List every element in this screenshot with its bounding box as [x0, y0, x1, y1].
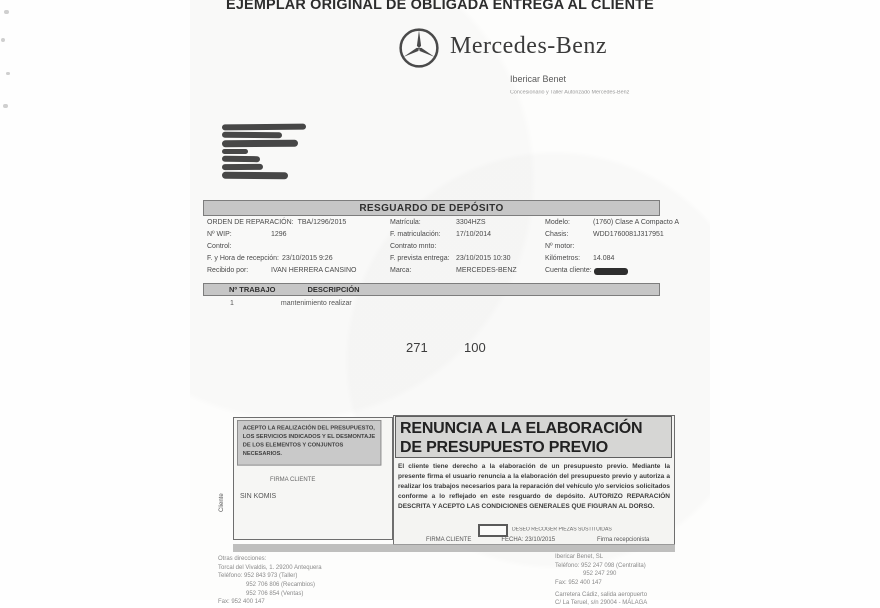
field-label: Matrícula:: [390, 219, 421, 226]
field-value: 23/10/2015 9:26: [281, 255, 333, 262]
dealer-subtitle: Concesionario y Taller Autorizado Mercedes-Benz: [510, 90, 630, 96]
footer-line: Carretera Cádiz, salida aeropuerto: [555, 591, 648, 598]
recoger-piezas-checkbox: [478, 524, 508, 537]
redacted-customer-block: [222, 124, 306, 181]
redaction-mark: [222, 164, 263, 170]
field-label: Kilómetros:: [545, 255, 581, 262]
section-bottom-strip: [233, 544, 675, 552]
field-value: 17/10/2014: [456, 231, 492, 238]
footer-line: Fax: 952 400 147: [555, 580, 602, 587]
waiver-body: El cliente tiene derecho a la elaboración de un presupuesto previo. Mediante la presente firma el usuario renuncia a la elaboración del presupuesto previo y autoriza a realizar los trabajos necesarios para la reparación del vehículo y/o servicios solicitados conforme a lo reflejado en este resguardo de depósito. AUTORIZO REPARACIÓN DESCRITA Y ACEPTO LAS CONDICIONES GENERALES QUE FIGURAN AL DORSO.: [398, 463, 670, 511]
redaction-mark: [222, 124, 306, 131]
scan-speck: [1, 38, 5, 42]
redaction-mark: [222, 156, 260, 162]
field-value: 1296: [271, 231, 287, 238]
work-desc: mantenimiento realizar: [280, 300, 352, 307]
field-value: TBA/1296/2015: [297, 219, 347, 226]
cliente-side-label: Cliente: [219, 493, 225, 512]
field-label: ORDEN DE REPARACIÓN:: [207, 219, 294, 226]
field-value: 3304HZS: [456, 219, 486, 226]
field-value: MERCEDES-BENZ: [456, 267, 517, 274]
field-value: 14.084: [593, 255, 615, 262]
field-label: Contrato mnto:: [390, 243, 437, 250]
scan-speck: [4, 10, 9, 14]
field-label: Modelo:: [545, 219, 570, 226]
footer-line: Fax: 952 400 147: [218, 599, 265, 606]
field-value: IVAN HERRERA CANSINO: [271, 267, 357, 274]
work-row: [203, 300, 660, 307]
footer-line: Ibericar Benet, SL: [555, 554, 604, 560]
waiver-firma-cliente: FIRMA CLIENTE: [426, 537, 472, 543]
footer-left-column: [218, 555, 322, 607]
footer-line: 952 247 290: [583, 571, 617, 578]
work-col-desc: DESCRIPCIÓN: [307, 285, 360, 294]
field-label: Recibido por:: [207, 267, 249, 274]
field-label: Nº WIP:: [207, 231, 232, 238]
redaction-mark: [594, 268, 628, 275]
field-label: Nº motor:: [545, 243, 575, 250]
page-title: EJEMPLAR ORIGINAL DE OBLIGADA ENTREGA AL CLIENTE: [226, 0, 654, 13]
field-value: (1760) Clase A Compacto A: [593, 219, 679, 226]
work-num: 1: [230, 300, 234, 307]
redaction-mark: [222, 132, 282, 139]
mercedes-star-icon: [398, 27, 440, 69]
deposit-row: [203, 243, 660, 255]
footer-line: C/ La Teruel, s/n 29004 - MÁLAGA: [555, 600, 648, 607]
firma-cliente-label: FIRMA CLIENTE: [270, 477, 316, 483]
work-col-num: Nº TRABAJO: [229, 285, 276, 294]
waiver-fecha: FECHA: 23/10/2015: [501, 537, 556, 543]
acceptance-text: ACEPTO LA REALIZACIÓN DEL PRESUPUESTO, LOS SERVICIOS INDICADOS Y EL DESMONTAJE DE LOS ELEMENTOS Y CONJUNTOS NECESARIOS.: [237, 420, 381, 466]
field-label: Control:: [207, 243, 232, 250]
deposit-section-title: RESGUARDO DE DEPÓSITO: [203, 200, 660, 216]
footer-line: 952 706 806 (Recambios): [246, 582, 316, 589]
field-label: Chasis:: [545, 231, 569, 238]
work-table-header: [203, 283, 660, 296]
footer-line: Torcal del Vivaldis, 1. 29200 Antequera: [218, 564, 322, 571]
redaction-mark: [222, 149, 248, 154]
deposit-row: [203, 219, 679, 231]
redaction-mark: [222, 172, 288, 179]
waiver-firma-recepcionista: Firma recepcionista: [597, 537, 650, 543]
brand-wordmark: Mercedes-Benz: [450, 33, 608, 59]
field-value: 23/10/2015 10:30: [456, 255, 511, 262]
waiver-title: RENUNCIA A LA ELABORACIÓN DE PRESUPUESTO PREVIO: [395, 416, 672, 458]
footer-right-column: [555, 553, 647, 608]
redaction-mark: [222, 140, 298, 148]
overlay-number-2: 100: [464, 340, 486, 355]
overlay-number-1: 271: [406, 340, 428, 355]
field-label: F. matriculación:: [390, 231, 441, 238]
footer-line: Otras direcciones:: [218, 556, 267, 562]
field-value: WDD1760081J317951: [593, 231, 664, 238]
deposit-row: [203, 267, 660, 279]
signature-row: [398, 537, 668, 543]
footer-line: 952 706 854 (Ventas): [246, 590, 304, 597]
dealer-name: Ibericar Benet: [510, 74, 567, 84]
sin-komis-label: SIN KOMIS: [240, 493, 277, 500]
deposit-row: [203, 231, 664, 243]
scan-speck: [3, 104, 8, 108]
scan-speck: [6, 72, 10, 75]
footer-line: Teléfono: 952 843 973 (Taller): [218, 573, 298, 580]
recoger-piezas-label: DESEO RECOGER PIEZAS SUSTITUIDAS: [512, 527, 612, 533]
field-label: Cuenta cliente:: [545, 267, 592, 274]
field-label: F. prevista entrega:: [390, 255, 450, 262]
field-label: F. y Hora de recepción:: [207, 255, 279, 262]
footer-line: Teléfono: 952 247 098 (Centralita): [555, 562, 646, 569]
deposit-row: [203, 255, 660, 267]
field-label: Marca:: [390, 267, 412, 274]
